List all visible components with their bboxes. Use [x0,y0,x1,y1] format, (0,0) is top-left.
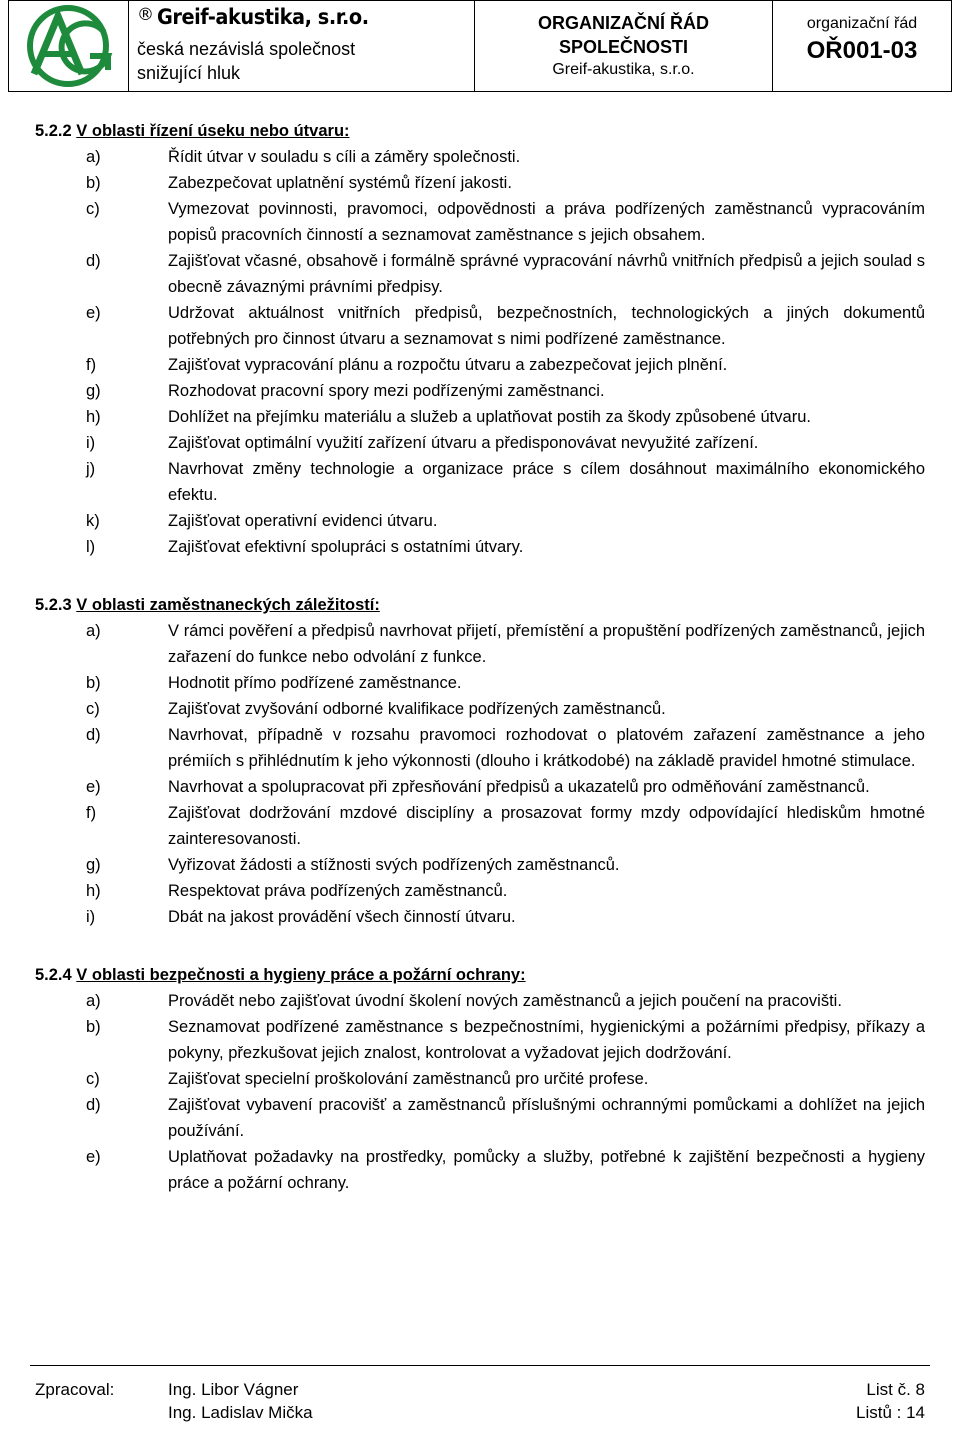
document-type-label: organizační řád [806,15,918,32]
list-item [0,904,960,930]
list-item [0,430,960,456]
section-title: V oblasti řízení úseku nebo útvaru: [76,122,350,140]
list-item [0,248,960,300]
item-letter: i) [86,434,96,452]
author-name-1: Ing. Libor Vágner [168,1380,299,1399]
prepared-by-label: Zpracoval: [35,1380,115,1399]
item-letter: g) [86,856,101,874]
item-letter: d) [86,252,101,270]
section-5-2-2 [0,118,960,560]
list-item [0,696,960,722]
item-text: Zajišťovat vybavení pracovišť a zaměstnanců příslušnými ochrannými pomůckami a dohlížet na jejich používání. [168,1096,925,1140]
document-header [8,0,952,92]
list-item [0,404,960,430]
item-text: Navrhovat změny technologie a organizace práce s cílem dosáhnout maximálního ekonomického efektu. [168,460,925,504]
title-cell [475,1,773,91]
item-text: Dbát na jakost provádění všech činností útvaru. [168,908,516,926]
document-number: OŘ001-03 [806,37,918,64]
item-text: Uplatňovat požadavky na prostředky, pomůcky a služby, potřebné k zajištění bezpečnosti a hygieny práce a požární ochrany. [168,1148,925,1192]
item-letter: i) [86,908,96,926]
company-logo [12,4,124,88]
list-item [0,800,960,852]
list-item [0,774,960,800]
document-title-2: SPOLEČNOSTI [558,37,688,57]
item-text: Hodnotit přímo podřízené zaměstnance. [168,674,462,692]
list-item [0,670,960,696]
item-text: Vymezovat povinnosti, pravomoci, odpovědnosti a práva podřízených zaměstnanců vypracováním popisů pracovních činností a seznamovat zaměstnance s jejich obsahem. [168,200,925,244]
item-text: Řídit útvar v souladu s cíli a záměry společnosti. [168,148,521,166]
item-text: Udržovat aktuálnost vnitřních předpisů, bezpečnostních, technologických a jiných dokumentů potřebných pro činnost útvaru a seznamovat s nimi podřízené zaměstnance. [168,304,925,348]
list-item [0,378,960,404]
item-letter: e) [86,1148,101,1166]
item-letter: c) [86,700,100,718]
list-item [0,722,960,774]
item-text: Seznamovat podřízené zaměstnance s bezpečnostními, hygienickými a požárními předpisy, příkazy a pokyny, přezkušovat jejich znalost, kontrolovat a vyžadovat jejich dodržování. [168,1018,925,1062]
section-5-2-4 [0,962,960,1196]
item-letter: a) [86,992,101,1010]
list-item [0,1066,960,1092]
item-text: Navrhovat, případně v rozsahu pravomoci rozhodovat o platovém zařazení zaměstnance a jeho prémiích s přihlédnutím k jeho výkonnosti (dlouho i krátkodobé) na základě pravidel hmotné stimulace. [168,726,925,770]
item-text: Navrhovat a spolupracovat při zpřesňování předpisů a ukazatelů pro odměňování zaměstnanců. [168,778,870,796]
list-item [0,300,960,352]
company-tagline-2: snižující hluk [137,63,241,83]
item-text: Zajišťovat vypracování plánu a rozpočtu útvaru a zabezpečovat jejich plnění. [168,356,728,374]
item-letter: d) [86,1096,101,1114]
list-item [0,456,960,508]
section-title: V oblasti zaměstnaneckých záležitostí: [76,596,380,614]
page-number: List č. 8 [866,1380,925,1399]
item-text: Zabezpečovat uplatnění systémů řízení jakosti. [168,174,512,192]
item-letter: g) [86,382,101,400]
item-letter: a) [86,148,101,166]
company-cell [129,1,475,91]
item-text: Zajišťovat dodržování mzdové disciplíny a prosazovat formy mzdy odpovídající hlediskům hmotné zainteresovanosti. [168,804,925,848]
section-title: V oblasti bezpečnosti a hygieny práce a požární ochrany: [76,966,526,984]
registered-mark: ® [137,5,154,25]
document-title: ORGANIZAČNÍ ŘÁD [538,13,709,33]
section-number: 5.2.4 [35,966,72,984]
document-company: Greif-akustika, s.r.o. [552,61,695,78]
item-letter: b) [86,1018,101,1036]
item-letter: e) [86,304,101,322]
section-heading [35,118,960,144]
item-letter: h) [86,408,101,426]
list-item [0,852,960,878]
company-tagline-1: česká nezávislá společnost [137,39,356,59]
section-5-2-3 [0,592,960,930]
item-letter: b) [86,674,101,692]
list-item [0,508,960,534]
item-text: Provádět nebo zajišťovat úvodní školení nových zaměstnanců a jejich poučení na pracovišti. [168,992,842,1010]
item-letter: f) [86,356,97,374]
section-heading [35,592,960,618]
page-count: Listů : 14 [856,1403,925,1422]
list-item [0,1014,960,1066]
section-number: 5.2.3 [35,596,72,614]
author-name-2: Ing. Ladislav Mička [168,1403,313,1422]
item-letter: d) [86,726,101,744]
item-letter: a) [86,622,101,640]
item-letter: k) [86,512,100,530]
item-text: Dohlížet na přejímku materiálu a služeb a uplatňovat postih za škody způsobené útvaru. [168,408,811,426]
list-item [0,196,960,248]
list-item [0,352,960,378]
item-letter: h) [86,882,101,900]
list-item [0,988,960,1014]
list-item [0,534,960,560]
doc-number-cell [773,1,951,91]
item-text: Zajišťovat efektivní spolupráci s ostatními útvary. [168,538,524,556]
item-letter: e) [86,778,101,796]
list-item [0,878,960,904]
item-letter: c) [86,1070,100,1088]
section-number: 5.2.2 [35,122,72,140]
item-text: Zajišťovat operativní evidenci útvaru. [168,512,438,530]
item-text: Zajišťovat specielní proškolování zaměstnanců pro určité profese. [168,1070,649,1088]
item-letter: j) [86,460,96,478]
list-item [0,170,960,196]
item-letter: c) [86,200,100,218]
logo-cell [9,1,129,91]
list-item [0,618,960,670]
item-text: Vyřizovat žádosti a stížnosti svých podřízených zaměstnanců. [168,856,620,874]
item-text: Zajišťovat zvyšování odborné kvalifikace podřízených zaměstnanců. [168,700,666,718]
item-letter: b) [86,174,101,192]
document-body [0,118,960,1228]
list-item [0,1092,960,1144]
section-heading [35,962,960,988]
item-text: Zajišťovat včasné, obsahově i formálně správné vypracování návrhů vnitřních předpisů a jejich soulad s obecně závaznými právními předpisy. [168,252,925,296]
list-item [0,144,960,170]
company-name: Greif-akustika, s.r.o. [157,5,369,29]
item-text: V rámci pověření a předpisů navrhovat přijetí, přemístění a propuštění podřízených zaměstnanců, jejich zařazení do funkce nebo odvolání z funkce. [168,622,925,666]
item-text: Rozhodovat pracovní spory mezi podřízenými zaměstnanci. [168,382,605,400]
item-text: Zajišťovat optimální využití zařízení útvaru a předisponovávat nevyužité zařízení. [168,434,759,452]
footer-divider [30,1365,930,1366]
item-letter: f) [86,804,97,822]
list-item [0,1144,960,1196]
item-text: Respektovat práva podřízených zaměstnanců. [168,882,508,900]
item-letter: l) [86,538,96,556]
